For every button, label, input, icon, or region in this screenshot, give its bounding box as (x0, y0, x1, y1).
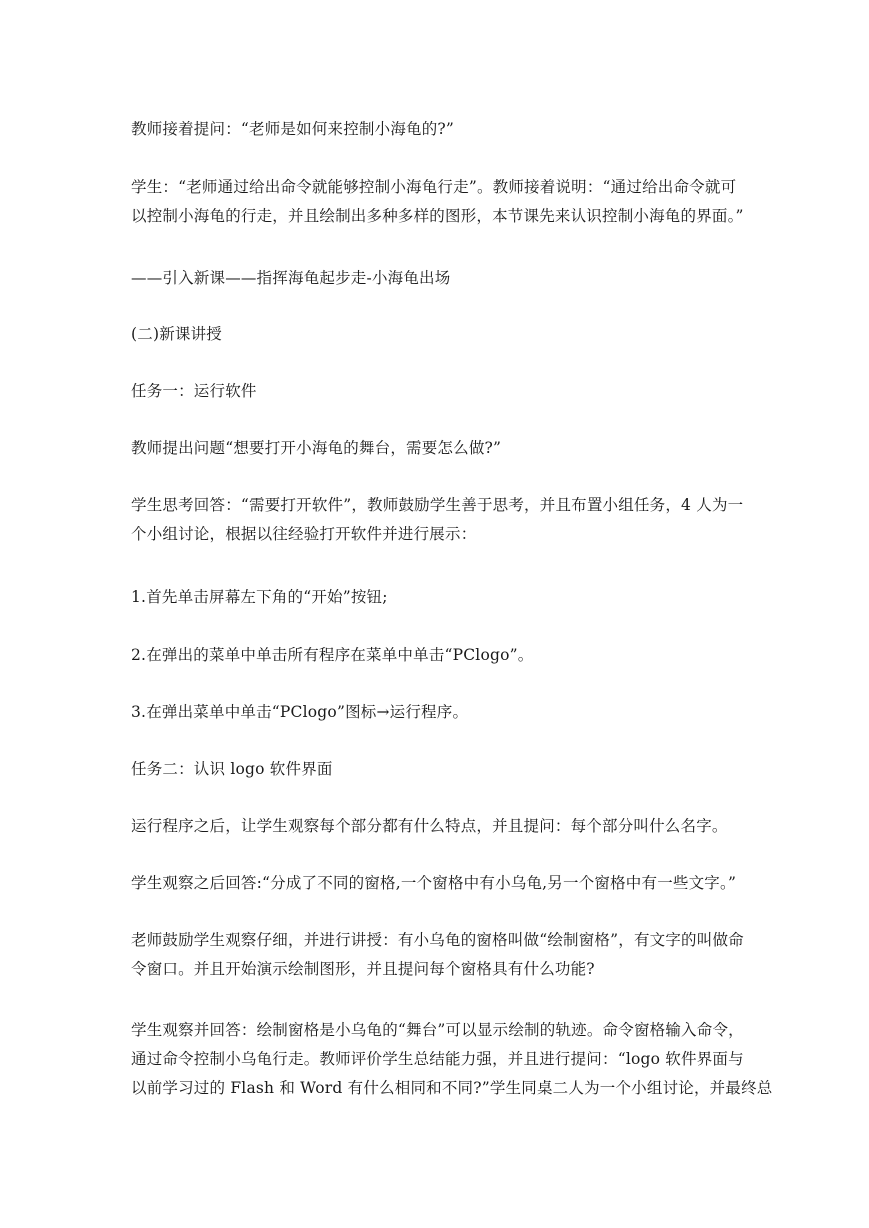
text-line: 任务二：认识 logo 软件界面 (131, 760, 333, 778)
section-heading-new-lesson (131, 320, 743, 349)
text-line: ——引入新课——指挥海龟起步走-小海龟出场 (131, 269, 451, 287)
paragraph-student-observe-answer (131, 869, 743, 898)
step-2 (131, 641, 743, 670)
paragraph-student-function-answer (131, 1016, 773, 1103)
step-1 (131, 583, 743, 612)
text-line: 以前学习过的 Flash 和 Word 有什么相同和不同?”学生同桌二人为一个小组讨论，并最终总 (131, 1079, 773, 1097)
text-line: 令窗口。并且开始演示绘制图形，并且提问每个窗格具有什么功能? (131, 960, 595, 978)
text-line: 教师接着提问：“老师是如何来控制小海龟的?” (131, 120, 455, 138)
text-line: 运行程序之后，让学生观察每个部分都有什么特点，并且提问：每个部分叫什么名字。 (131, 817, 728, 835)
paragraph-student-thinking (131, 491, 743, 549)
task-one-heading (131, 377, 743, 406)
step-3 (131, 698, 743, 727)
text-line: 以控制小海龟的行走，并且绘制出多种多样的图形，本节课先来认识控制小海龟的界面。” (131, 207, 744, 225)
paragraph-observe (131, 812, 743, 841)
paragraph-teacher-problem (131, 434, 743, 463)
paragraph-teacher-lecture (131, 926, 743, 984)
text-line: 个小组讨论，根据以往经验打开软件并进行展示： (131, 525, 477, 543)
text-line: (二)新课讲授 (131, 325, 222, 343)
task-two-heading (131, 755, 743, 784)
text-line: 学生思考回答：“需要打开软件”，教师鼓励学生善于思考，并且布置小组任务，4 人为一 (131, 496, 744, 514)
text-line: 学生观察并回答：绘制窗格是小乌龟的“舞台”可以显示绘制的轨迹。命令窗格输入命令， (131, 1021, 744, 1039)
paragraph-teacher-question (131, 115, 743, 144)
text-line: 3.在弹出菜单中单击“PClogo”图标→运行程序。 (131, 703, 469, 721)
text-line: 学生观察之后回答:“分成了不同的窗格,一个窗格中有小乌龟,另一个窗格中有一些文字。” (131, 874, 737, 892)
paragraph-student-answer (131, 173, 743, 231)
text-line: 学生：“老师通过给出命令就能够控制小海龟行走”。教师接着说明：“通过给出命令就可 (131, 178, 737, 196)
text-line: 老师鼓励学生观察仔细，并进行讲授：有小乌龟的窗格叫做“绘制窗格”，有文字的叫做命 (131, 931, 744, 949)
text-line: 任务一：运行软件 (131, 382, 257, 400)
paragraph-introduce-lesson (131, 264, 743, 293)
text-line: 1.首先单击屏幕左下角的“开始”按钮; (131, 588, 388, 606)
text-line: 通过命令控制小乌龟行走。教师评价学生总结能力强，并且进行提问：“logo 软件界面与 (131, 1050, 744, 1068)
text-line: 2.在弹出的菜单中单击所有程序在菜单中单击“PClogo”。 (131, 646, 534, 664)
text-line: 教师提出问题“想要打开小海龟的舞台，需要怎么做?” (131, 439, 502, 457)
